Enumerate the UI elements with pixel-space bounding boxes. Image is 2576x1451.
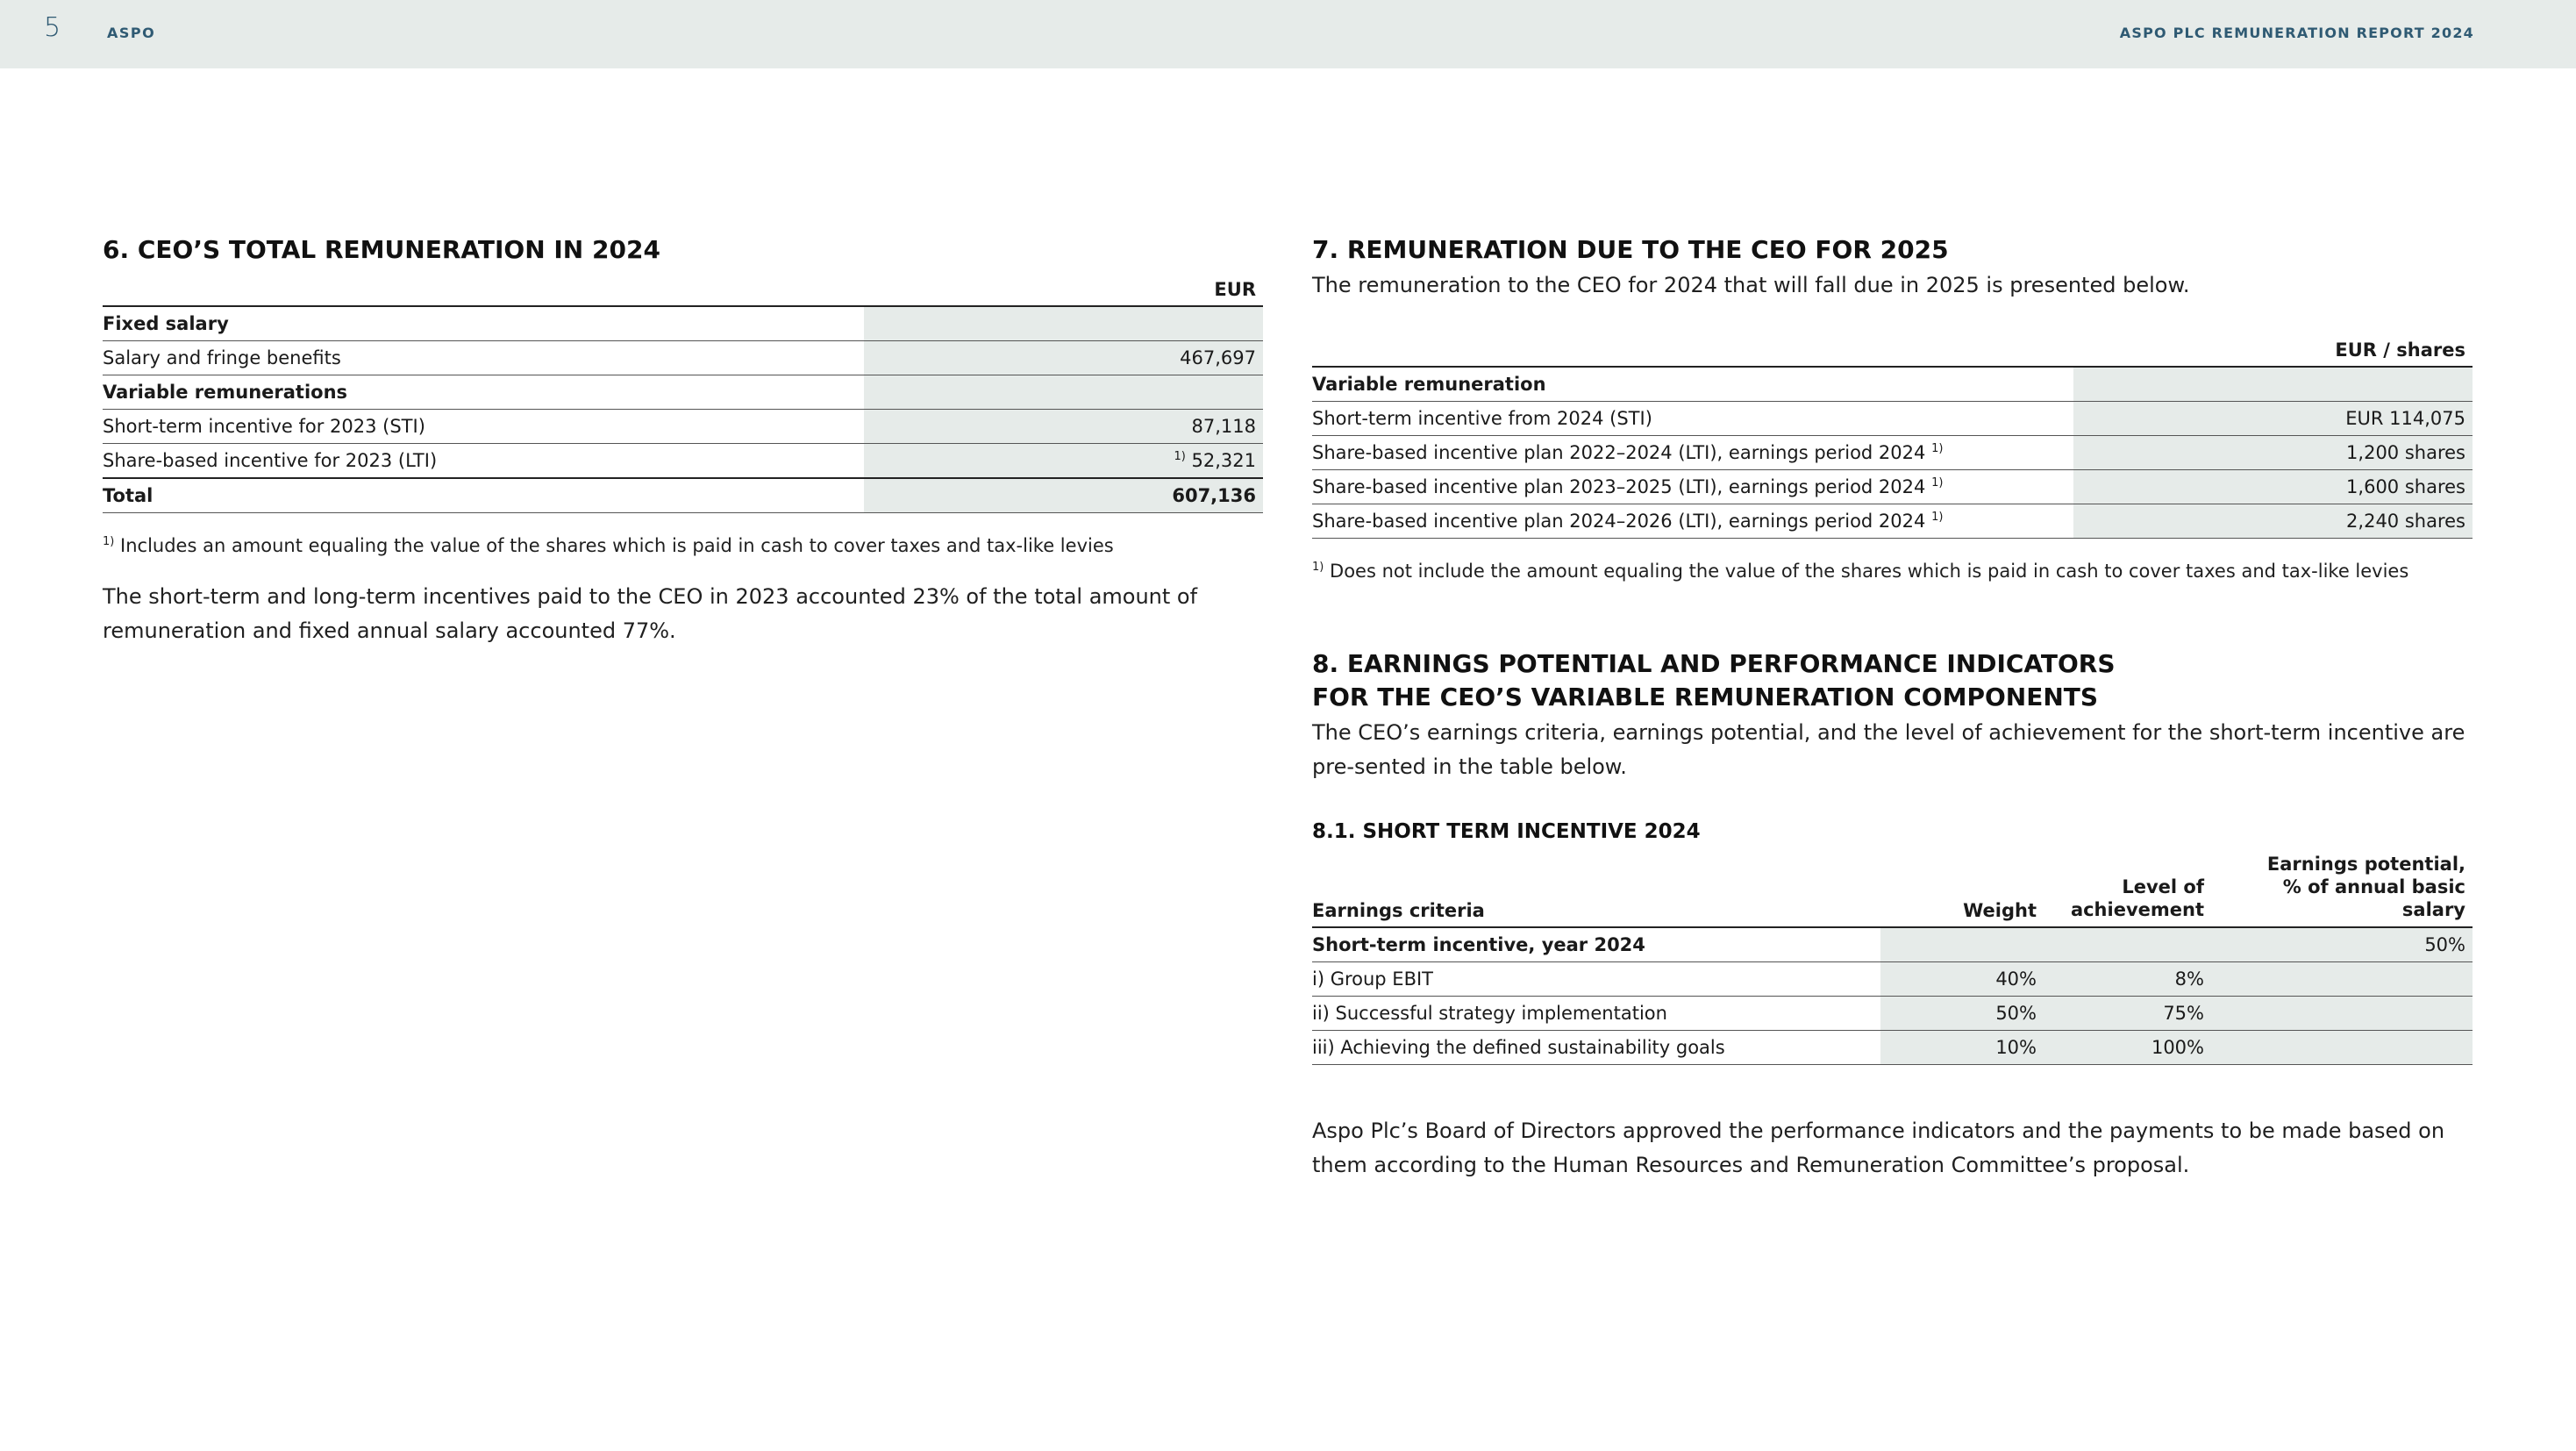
footnote-marker: 1)	[1931, 511, 1944, 524]
table-row	[103, 444, 1263, 479]
level-cell: 75%	[2044, 997, 2211, 1031]
table-row	[1312, 962, 2473, 997]
eur-shares-column-header: EUR / shares	[2073, 327, 2473, 367]
section-8-title-line2: FOR THE CEO’S VARIABLE REMUNERATION COMPONENTS	[1312, 683, 2099, 711]
row-label: Short-term incentive from 2024 (STI)	[1312, 402, 2073, 436]
table-row	[1312, 1031, 2473, 1065]
section-8-intro: The CEO’s earnings criteria, earnings potential, and the level of achievement for the short-term incentive are pre-sented in the table below.	[1312, 720, 2465, 779]
ceo-total-remuneration-table	[103, 267, 1263, 513]
level-cell: 8%	[2044, 962, 2211, 997]
brand-name: ASPO	[107, 25, 156, 41]
closing-paragraph: Aspo Plc’s Board of Directors approved the performance indicators and the payments to be made based on them according to the Human Resources and Remuneration Committee’s proposal.	[1312, 1119, 2445, 1177]
footnote-marker: 1)	[1931, 442, 1944, 455]
table-row	[1312, 997, 2473, 1031]
table-row	[1312, 402, 2473, 436]
potential-cell	[2211, 997, 2473, 1031]
weight-cell: 50%	[1880, 997, 2044, 1031]
section-6	[103, 233, 1263, 648]
potential-cell	[2211, 1031, 2473, 1065]
row-label: Share-based incentive plan 2022–2024 (LTI), earnings period 2024 $^{1)}$	[1312, 436, 2073, 470]
potential-cell	[2211, 962, 2473, 997]
potential-cell: 50%	[2211, 927, 2473, 962]
footnote-text: Does not include the amount equaling the value of the shares which is paid in cash to cover taxes and tax-like levies	[1330, 561, 2409, 582]
footnote	[1312, 558, 2473, 584]
remuneration-due-table	[1312, 327, 2473, 539]
criteria-cell: iii) Achieving the defined sustainability goals	[1312, 1031, 1880, 1065]
level-cell: 100%	[2044, 1031, 2211, 1065]
row-value: EUR 114,075	[2073, 402, 2473, 436]
eur-column-header: EUR	[864, 267, 1263, 306]
level-cell	[2044, 927, 2211, 962]
table-row	[1312, 436, 2473, 470]
total-value: 607,136	[864, 478, 1263, 513]
row-label: Variable remuneration	[1312, 367, 2073, 402]
short-term-incentive-table	[1312, 853, 2473, 1065]
row-value	[864, 375, 1263, 410]
footnote-marker: 1)	[1312, 561, 1324, 574]
total-label: Total	[103, 478, 864, 513]
row-value: 1,200 shares	[2073, 436, 2473, 470]
table-row	[103, 341, 1263, 375]
footnote-marker: 1)	[103, 535, 115, 548]
table-row	[103, 375, 1263, 410]
criteria-cell: Short-term incentive, year 2024	[1312, 927, 1880, 962]
table-row	[1312, 470, 2473, 504]
section-8-title-line1: 8. EARNINGS POTENTIAL AND PERFORMANCE INDICATORS	[1312, 649, 2116, 678]
criteria-cell: i) Group EBIT	[1312, 962, 1880, 997]
weight-cell: 40%	[1880, 962, 2044, 997]
potential-header: Earnings potential, % of annual basic salary	[2211, 853, 2473, 927]
weight-cell: 10%	[1880, 1031, 2044, 1065]
table-row	[103, 410, 1263, 444]
row-label: Short-term incentive for 2023 (STI)	[103, 410, 864, 444]
section-7-8	[1312, 233, 2473, 1183]
row-label: Share-based incentive plan 2024–2026 (LTI), earnings period 2024 $^{1)}$	[1312, 504, 2073, 539]
row-value	[864, 306, 1263, 341]
table-row	[103, 306, 1263, 341]
total-row	[103, 478, 1263, 513]
remuneration-summary-paragraph: The short-term and long-term incentives paid to the CEO in 2023 accounted 23% of the total amount of remuneration and fixed annual salary accounted 77%.	[103, 584, 1198, 643]
table-row	[1312, 367, 2473, 402]
table-row	[1312, 504, 2473, 539]
row-label: Fixed salary	[103, 306, 864, 341]
row-value: 2,240 shares	[2073, 504, 2473, 539]
row-value: 87,118	[864, 410, 1263, 444]
weight-header: Weight	[1880, 853, 2044, 927]
page-number: 5	[44, 12, 61, 43]
section-7-title: 7. REMUNERATION DUE TO THE CEO FOR 2025	[1312, 235, 1949, 264]
row-label: Share-based incentive for 2023 (LTI)	[103, 450, 438, 471]
footnote-marker: 1)	[1931, 476, 1944, 490]
footnote	[103, 533, 1263, 559]
section-8-1-title: 8.1. SHORT TERM INCENTIVE 2024	[1312, 820, 1701, 843]
row-value: 1,600 shares	[2073, 470, 2473, 504]
row-label: Salary and fringe benefits	[103, 341, 864, 375]
row-value	[2073, 367, 2473, 402]
footnote-text: Includes an amount equaling the value of the shares which is paid in cash to cover taxes and tax-like levies	[120, 535, 1114, 556]
weight-cell	[1880, 927, 2044, 962]
report-title: ASPO PLC REMUNERATION REPORT 2024	[2119, 25, 2474, 41]
row-label: Share-based incentive plan 2023–2025 (LTI), earnings period 2024 $^{1)}$	[1312, 470, 2073, 504]
table-row	[1312, 927, 2473, 962]
row-label: Variable remunerations	[103, 375, 864, 410]
level-header: Level of achievement	[2044, 853, 2211, 927]
row-value: 467,697	[864, 341, 1263, 375]
footnote-marker: 1)	[1174, 450, 1186, 463]
section-6-title: 6. CEO’S TOTAL REMUNERATION IN 2024	[103, 235, 660, 264]
row-value: $^{1)}$ 52,321	[864, 444, 1263, 479]
criteria-cell: ii) Successful strategy implementation	[1312, 997, 1880, 1031]
section-7-intro: The remuneration to the CEO for 2024 that will fall due in 2025 is presented below.	[1312, 273, 2190, 297]
header-bar	[0, 0, 2576, 68]
criteria-header: Earnings criteria	[1312, 853, 1880, 927]
